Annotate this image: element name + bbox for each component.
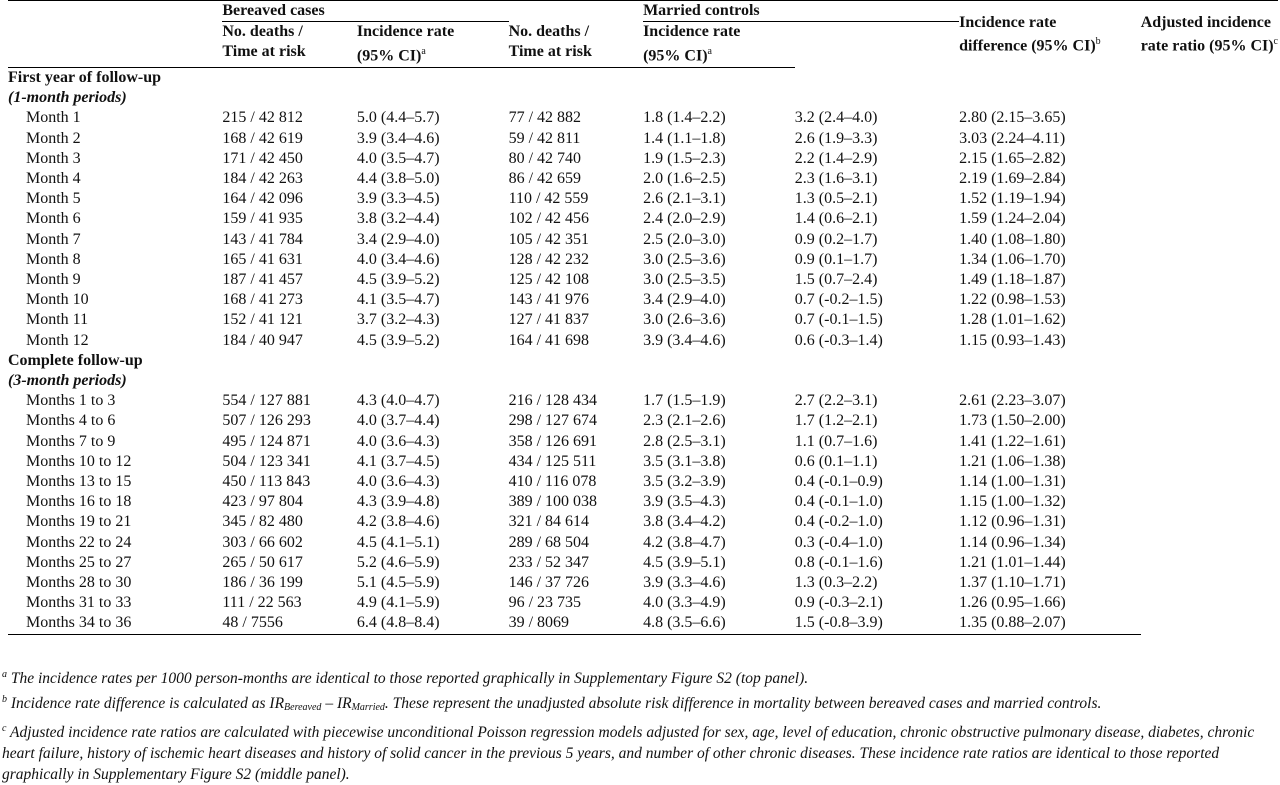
married-deaths: 59 / 42 811	[508, 129, 581, 147]
ci-label: (95% CI)	[356, 47, 422, 65]
adjusted-rate-ratio: 1.59 (1.24–2.04)	[959, 210, 1066, 228]
bereaved-ir: 4.4 (3.8–5.0)	[356, 169, 440, 187]
married-deaths: 233 / 52 347	[508, 553, 590, 571]
results-table	[8, 0, 1278, 635]
table-row	[8, 149, 1278, 169]
adjusted-rate-ratio: 1.73 (1.50–2.00)	[959, 412, 1066, 430]
period-label: Month 6	[26, 210, 81, 228]
rate-difference: 0.9 (0.2–1.7)	[794, 230, 878, 248]
header-bereaved: Bereaved cases	[222, 1, 508, 22]
married-ir: 3.0 (2.6–3.6)	[643, 311, 726, 329]
footnote-marker-a: a	[421, 46, 426, 58]
bereaved-ir: 4.9 (4.1–5.9)	[356, 594, 440, 612]
rate-difference: 1.3 (0.5–2.1)	[794, 190, 878, 208]
table-row	[8, 290, 1278, 310]
table-row	[8, 230, 1278, 250]
bereaved-ir: 5.2 (4.6–5.9)	[356, 553, 440, 571]
section-title-row	[8, 67, 1278, 88]
period-label: Months 31 to 33	[26, 594, 132, 612]
adjusted-rate-ratio: 1.34 (1.06–1.70)	[959, 250, 1066, 268]
table-row	[8, 593, 1278, 613]
header-married-deaths: No. deaths /	[508, 22, 590, 40]
table-row	[8, 432, 1278, 452]
bereaved-ir: 3.7 (3.2–4.3)	[356, 311, 440, 329]
footnote-marker-a: a	[707, 46, 712, 58]
footnote-marker-a: a	[2, 669, 7, 680]
adjusted-rate-ratio: 1.35 (0.88–2.07)	[959, 613, 1141, 634]
table-row	[8, 411, 1278, 431]
bereaved-deaths: 184 / 42 263	[222, 169, 303, 187]
ci-label: (95% CI)	[643, 47, 708, 65]
rate-difference: 0.9 (0.1–1.7)	[794, 250, 878, 268]
footnote-c-text: Adjusted incidence rate ratios are calculated with piecewise unconditional Poisson regression models adjusted for sex, age, level of education, chronic obstructive pulmonary disease, diabetes, chronic heart failure, history of ischemic heart diseases and history of solid cancer in the previous 5 years, and number of other chronic diseases. These incidence rate ratios are identical to those reported graphically in Supplementary Figure S2 (middle panel).	[2, 724, 1255, 784]
table-body	[8, 67, 1278, 634]
footnotes	[2, 664, 1278, 785]
married-ir: 3.5 (3.2–3.9)	[643, 473, 726, 490]
married-deaths: 434 / 125 511	[508, 452, 597, 470]
married-ir: 3.4 (2.9–4.0)	[643, 291, 726, 309]
header-bereaved-ci	[357, 42, 509, 67]
bereaved-deaths: 186 / 36 199	[222, 574, 303, 592]
married-deaths: 389 / 100 038	[508, 493, 598, 511]
adjusted-rate-ratio: 1.37 (1.10–1.71)	[959, 574, 1066, 592]
period-label: Month 4	[26, 169, 81, 187]
period-label: Month 5	[26, 190, 81, 208]
section-title-row	[8, 351, 1278, 371]
bereaved-deaths: 171 / 42 450	[222, 149, 303, 167]
rate-difference: 0.7 (-0.2–1.5)	[794, 291, 883, 309]
married-ir: 3.9 (3.5–4.3)	[643, 493, 726, 511]
period-label: Month 8	[26, 250, 81, 268]
rate-difference: 3.2 (2.4–4.0)	[794, 109, 878, 127]
married-deaths: 77 / 42 882	[508, 109, 582, 127]
married-ir: 1.4 (1.1–1.8)	[643, 129, 726, 147]
rate-difference: 1.1 (0.7–1.6)	[794, 432, 878, 450]
bereaved-deaths: 495 / 124 871	[222, 432, 311, 450]
bereaved-deaths: 265 / 50 617	[222, 553, 303, 571]
table-row	[8, 209, 1278, 229]
bereaved-ir: 4.0 (3.7–4.4)	[356, 412, 440, 430]
married-deaths: 127 / 41 837	[508, 311, 590, 329]
table-row	[8, 492, 1278, 512]
married-deaths: 358 / 126 691	[508, 432, 598, 450]
table-row	[8, 250, 1278, 270]
bereaved-ir: 3.8 (3.2–4.4)	[356, 210, 440, 228]
bereaved-ir: 3.9 (3.4–4.6)	[356, 129, 440, 147]
header-married-ir: Incidence rate	[643, 23, 741, 41]
header-airr	[1141, 1, 1278, 68]
rate-difference: 0.4 (-0.1–0.9)	[794, 473, 883, 490]
header-ird	[959, 1, 1141, 68]
header-blank	[8, 22, 222, 43]
bereaved-ir: 4.5 (3.9–5.2)	[356, 270, 440, 288]
period-label: Months 22 to 24	[26, 533, 132, 551]
period-label: Month 7	[26, 230, 81, 248]
married-ir: 4.8 (3.5–6.6)	[643, 613, 795, 634]
married-deaths: 128 / 42 232	[508, 250, 590, 268]
bereaved-ir: 4.1 (3.5–4.7)	[356, 291, 440, 309]
bereaved-deaths: 215 / 42 812	[222, 109, 303, 127]
married-deaths: 164 / 41 698	[508, 331, 590, 349]
adjusted-rate-ratio: 1.21 (1.06–1.38)	[959, 452, 1066, 470]
bereaved-deaths: 507 / 126 293	[222, 412, 311, 430]
married-ir: 2.4 (2.0–2.9)	[643, 210, 726, 228]
married-ir: 4.2 (3.8–4.7)	[643, 533, 726, 551]
table-row	[8, 512, 1278, 532]
table-row	[8, 270, 1278, 290]
bereaved-ir: 4.2 (3.8–4.6)	[356, 513, 440, 531]
bereaved-deaths: 152 / 41 121	[222, 311, 303, 329]
married-deaths: 80 / 42 740	[508, 149, 582, 167]
married-deaths: 110 / 42 559	[508, 190, 589, 208]
bereaved-deaths: 168 / 41 273	[222, 291, 303, 309]
table-row	[8, 533, 1278, 553]
married-ir: 4.0 (3.3–4.9)	[643, 594, 726, 612]
rate-difference: 2.7 (2.2–3.1)	[794, 392, 878, 410]
header-blank	[8, 1, 222, 22]
period-label: Month 1	[26, 109, 81, 127]
adjusted-rate-ratio: 1.15 (0.93–1.43)	[959, 331, 1066, 349]
adjusted-rate-ratio: 2.15 (1.65–2.82)	[959, 149, 1066, 167]
married-deaths: 289 / 68 504	[508, 533, 590, 551]
rate-difference: 0.6 (-0.3–1.4)	[794, 331, 883, 349]
table-row	[8, 613, 1278, 634]
period-label: Months 25 to 27	[26, 553, 132, 571]
bereaved-ir: 4.1 (3.7–4.5)	[356, 452, 440, 470]
period-label: Months 34 to 36	[8, 613, 222, 634]
married-deaths: 410 / 116 078	[508, 473, 597, 490]
footnote-a-text: The incidence rates per 1000 person-months are identical to those reported graphically in Supplementary Figure S2 (top panel).	[7, 670, 809, 688]
bereaved-ir: 4.0 (3.6–4.3)	[356, 432, 440, 450]
bereaved-deaths: 143 / 41 784	[222, 230, 303, 248]
bereaved-deaths: 423 / 97 804	[222, 493, 303, 511]
married-ir: 3.9 (3.4–4.6)	[643, 331, 726, 349]
bereaved-ir: 3.9 (3.3–4.5)	[356, 190, 440, 208]
bereaved-ir: 4.5 (4.1–5.1)	[356, 533, 440, 551]
footnote-b	[2, 689, 1278, 718]
married-deaths: 86 / 42 659	[508, 169, 582, 187]
bereaved-deaths: 168 / 42 619	[222, 129, 303, 147]
bereaved-deaths: 303 / 66 602	[222, 533, 303, 551]
table-row	[8, 452, 1278, 472]
section-subtitle: (1-month periods)	[8, 89, 127, 107]
table-row	[8, 331, 1278, 351]
adjusted-rate-ratio: 1.28 (1.01–1.62)	[959, 311, 1066, 329]
adjusted-rate-ratio: 1.26 (0.95–1.66)	[959, 594, 1066, 612]
rate-difference: 1.7 (1.2–2.1)	[794, 412, 878, 430]
header-bereaved-deaths: No. deaths /	[222, 23, 303, 41]
header-ird-line1: Incidence rate	[959, 14, 1057, 32]
bereaved-deaths: 187 / 41 457	[222, 270, 303, 288]
married-ir: 3.8 (3.4–4.2)	[643, 513, 726, 531]
footnote-marker-c: c	[2, 723, 7, 735]
adjusted-rate-ratio: 2.80 (2.15–3.65)	[959, 109, 1066, 127]
married-ir: 2.6 (2.1–3.1)	[643, 190, 726, 208]
footnote-marker-b: b	[2, 694, 7, 706]
header-airr-line2: rate ratio (95% CI)	[1140, 37, 1274, 55]
bereaved-deaths: 48 / 7556	[222, 613, 357, 634]
rate-difference: 2.3 (1.6–3.1)	[794, 169, 878, 187]
rate-difference: 2.2 (1.4–2.9)	[794, 149, 878, 167]
header-bereaved-ir: Incidence rate	[356, 23, 455, 41]
header-gap	[509, 1, 644, 22]
rate-difference: 2.6 (1.9–3.3)	[794, 129, 878, 147]
footnote-marker-c: c	[1273, 36, 1278, 48]
period-label: Months 7 to 9	[26, 432, 116, 450]
bereaved-deaths: 184 / 40 947	[222, 331, 303, 349]
rate-difference: 1.5 (-0.8–3.9)	[795, 613, 959, 634]
section-title: Complete follow-up	[8, 351, 143, 369]
footnote-b-text: . These represent the unadjusted absolute risk difference in mortality between bereaved cases and married controls.	[384, 695, 1102, 713]
adjusted-rate-ratio: 1.22 (0.98–1.53)	[959, 291, 1066, 309]
married-ir: 3.0 (2.5–3.6)	[643, 250, 726, 268]
adjusted-rate-ratio: 1.14 (1.00–1.31)	[959, 473, 1066, 490]
rate-difference: 1.3 (0.3–2.2)	[794, 574, 878, 592]
section-subtitle-row	[8, 371, 1278, 391]
bereaved-deaths: 159 / 41 935	[222, 210, 303, 228]
bereaved-ir: 5.0 (4.4–5.7)	[356, 109, 440, 127]
married-deaths: 216 / 128 434	[508, 392, 598, 410]
header-blank	[8, 42, 222, 67]
adjusted-rate-ratio: 1.41 (1.22–1.61)	[959, 432, 1066, 450]
adjusted-rate-ratio: 1.21 (1.01–1.44)	[959, 553, 1066, 571]
table-row	[8, 573, 1278, 593]
married-ir: 2.0 (1.6–2.5)	[643, 169, 726, 187]
period-label: Month 2	[26, 129, 81, 147]
table-row	[8, 472, 1278, 492]
rate-difference: 0.7 (-0.1–1.5)	[794, 311, 883, 329]
period-label: Months 19 to 21	[26, 513, 132, 531]
table-row	[8, 108, 1278, 128]
adjusted-rate-ratio: 1.12 (0.96–1.31)	[959, 513, 1066, 531]
bereaved-ir: 4.5 (3.9–5.2)	[356, 331, 440, 349]
subscript-married: Married	[351, 702, 385, 714]
bereaved-ir: 5.1 (4.5–5.9)	[356, 574, 440, 592]
table-row	[8, 391, 1278, 411]
bereaved-ir: 3.4 (2.9–4.0)	[356, 230, 440, 248]
rate-difference: 0.8 (-0.1–1.6)	[794, 553, 883, 571]
married-deaths: 146 / 37 726	[508, 574, 590, 592]
rate-difference: 0.4 (-0.2–1.0)	[794, 513, 883, 531]
rate-difference: 0.6 (0.1–1.1)	[794, 452, 878, 470]
bereaved-ir: 6.4 (4.8–8.4)	[357, 613, 509, 634]
adjusted-rate-ratio: 2.61 (2.23–3.07)	[959, 392, 1066, 410]
adjusted-rate-ratio: 1.49 (1.18–1.87)	[959, 270, 1066, 288]
married-ir: 3.5 (3.1–3.8)	[643, 452, 726, 470]
married-ir: 1.7 (1.5–1.9)	[643, 392, 726, 410]
footnote-b-text: – IR	[321, 695, 352, 713]
period-label: Months 16 to 18	[26, 493, 132, 511]
rate-difference: 0.4 (-0.1–1.0)	[794, 493, 883, 511]
adjusted-rate-ratio: 1.14 (0.96–1.34)	[959, 533, 1066, 551]
rate-difference: 0.9 (-0.3–2.1)	[794, 594, 883, 612]
section-title: First year of follow-up	[8, 68, 162, 86]
bereaved-ir: 4.3 (4.0–4.7)	[356, 392, 440, 410]
married-deaths: 102 / 42 456	[508, 210, 590, 228]
period-label: Month 12	[26, 331, 89, 349]
table-row	[8, 129, 1278, 149]
table-row	[8, 553, 1278, 573]
bereaved-deaths: 164 / 42 096	[222, 190, 303, 208]
footnote-a	[2, 664, 1278, 689]
married-deaths: 96 / 23 735	[508, 594, 582, 612]
married-ir: 2.5 (2.0–3.0)	[643, 230, 726, 248]
table-row	[8, 169, 1278, 189]
header-airr-line1: Adjusted incidence	[1140, 14, 1271, 32]
period-label: Months 1 to 3	[26, 392, 116, 410]
adjusted-rate-ratio: 2.19 (1.69–2.84)	[959, 169, 1066, 187]
footnote-c	[2, 718, 1278, 785]
married-deaths: 125 / 42 108	[508, 270, 590, 288]
married-deaths: 143 / 41 976	[508, 291, 590, 309]
bereaved-ir: 4.0 (3.4–4.6)	[356, 250, 440, 268]
married-ir: 1.9 (1.5–2.3)	[643, 149, 726, 167]
adjusted-rate-ratio: 3.03 (2.24–4.11)	[959, 129, 1066, 147]
married-ir: 4.5 (3.9–5.1)	[643, 553, 726, 571]
header-married	[643, 1, 959, 22]
header-married-time: Time at risk	[509, 42, 644, 67]
period-label: Month 3	[26, 149, 81, 167]
married-ir: 2.3 (2.1–2.6)	[643, 412, 726, 430]
section-subtitle: (3-month periods)	[8, 371, 127, 389]
table-row	[8, 310, 1278, 330]
married-deaths: 298 / 127 674	[508, 412, 598, 430]
period-label: Months 28 to 30	[26, 574, 132, 592]
rate-difference: 0.3 (-0.4–1.0)	[794, 533, 883, 551]
married-ir: 1.8 (1.4–2.2)	[643, 109, 726, 127]
bereaved-deaths: 345 / 82 480	[222, 513, 303, 531]
header-group-row	[8, 1, 1278, 22]
period-label: Months 10 to 12	[26, 452, 132, 470]
subscript-bereaved: Bereaved	[284, 702, 322, 714]
header-married-label: Married controls	[643, 2, 760, 19]
bereaved-deaths: 450 / 113 843	[222, 473, 311, 490]
header-bereaved-time: Time at risk	[222, 42, 357, 67]
bereaved-deaths: 554 / 127 881	[222, 392, 311, 410]
married-deaths: 321 / 84 614	[508, 513, 590, 531]
bereaved-ir: 4.3 (3.9–4.8)	[356, 493, 440, 511]
adjusted-rate-ratio: 1.15 (1.00–1.32)	[959, 493, 1066, 511]
married-ir: 3.0 (2.5–3.5)	[643, 270, 726, 288]
footnote-marker-b: b	[1095, 36, 1101, 48]
period-label: Months 13 to 15	[26, 473, 132, 490]
adjusted-rate-ratio: 1.40 (1.08–1.80)	[959, 230, 1066, 248]
header-ird-line2: difference (95% CI)	[959, 37, 1096, 55]
adjusted-rate-ratio: 1.52 (1.19–1.94)	[959, 190, 1066, 208]
rate-difference: 1.4 (0.6–2.1)	[794, 210, 878, 228]
bereaved-ir: 4.0 (3.5–4.7)	[356, 149, 440, 167]
married-deaths: 39 / 8069	[509, 613, 644, 634]
table-row	[8, 189, 1278, 209]
rate-difference: 1.5 (0.7–2.4)	[794, 270, 878, 288]
bereaved-deaths: 111 / 22 563	[222, 594, 302, 612]
bereaved-deaths: 165 / 41 631	[222, 250, 303, 268]
header-married-ci	[643, 42, 795, 67]
period-label: Month 10	[26, 291, 89, 309]
married-deaths: 105 / 42 351	[508, 230, 590, 248]
period-label: Month 11	[26, 311, 89, 329]
section-subtitle-row	[8, 88, 1278, 108]
married-ir: 2.8 (2.5–3.1)	[643, 432, 726, 450]
footnote-b-text: Incidence rate difference is calculated as IR	[7, 695, 285, 713]
bereaved-ir: 4.0 (3.6–4.3)	[356, 473, 440, 490]
married-ir: 3.9 (3.3–4.6)	[643, 574, 726, 592]
period-label: Months 4 to 6	[26, 412, 116, 430]
bereaved-deaths: 504 / 123 341	[222, 452, 311, 470]
period-label: Month 9	[26, 270, 81, 288]
